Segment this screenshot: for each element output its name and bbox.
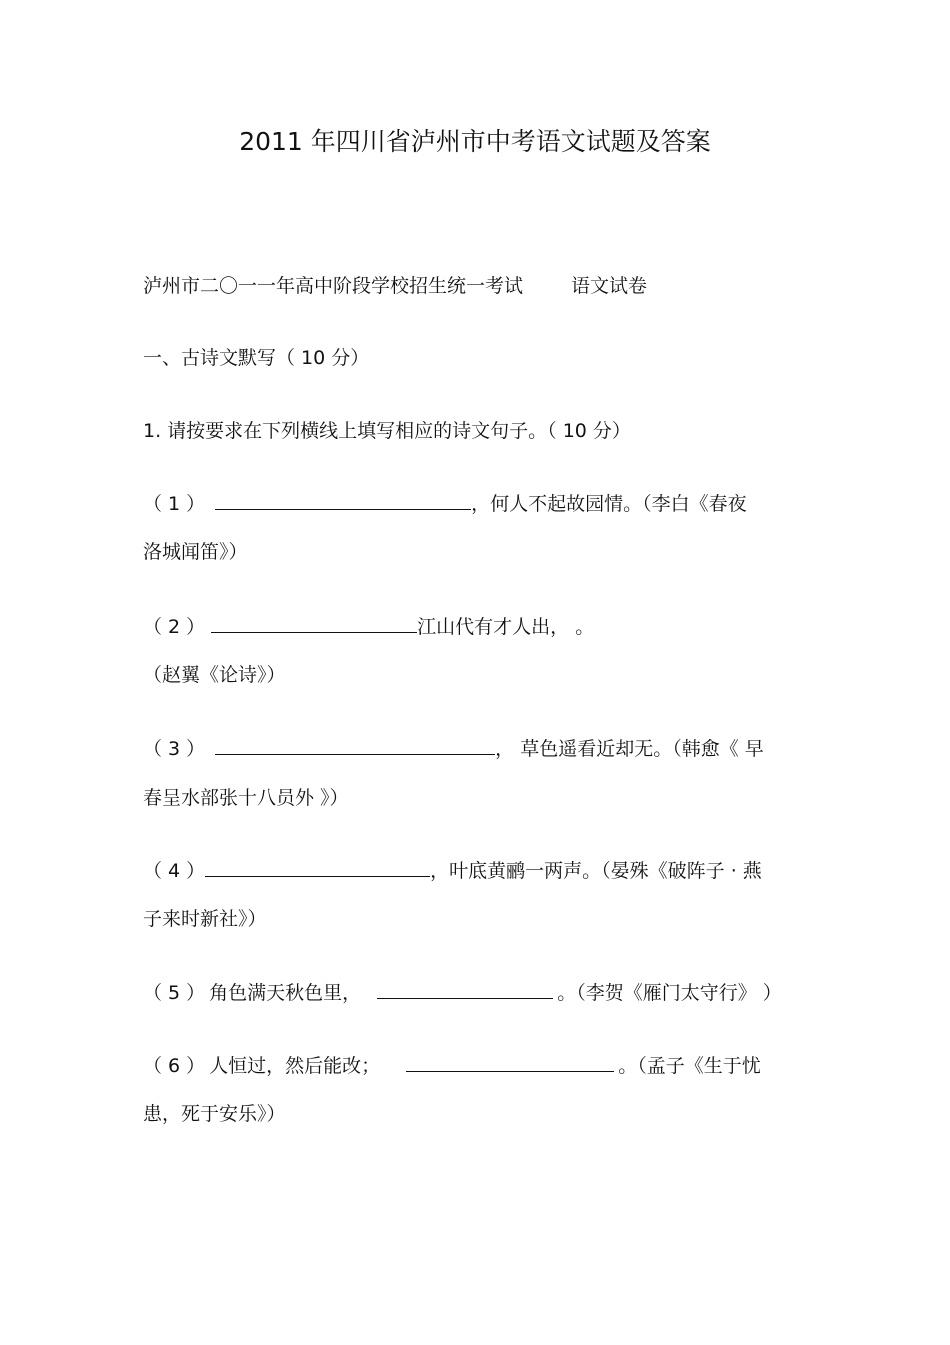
item-2-number: （ 2 ） (143, 616, 206, 638)
item-1 (143, 491, 747, 516)
item-6 (143, 1053, 761, 1078)
item-5-text: 。（李贺《雁门太守行》 ） (557, 982, 782, 1004)
item-3-number: （ 3 ） (143, 738, 206, 760)
item-6-continuation: 患，死于安乐》） (143, 1103, 286, 1125)
document-title: 2011 年四川省泸州市中考语文试题及答案 (239, 127, 711, 156)
item-4-text: ，叶底黄鹂一两声。（晏殊《破阵子 · 燕 (430, 860, 762, 882)
item-4-continuation: 子来时新社》） (143, 908, 267, 930)
item-4-number: （ 4 ） (143, 860, 206, 882)
exam-name: 泸州市二〇一一年高中阶段学校招生统一考试 (143, 275, 524, 297)
item-5-blank[interactable] (377, 980, 553, 999)
item-6-blank[interactable] (406, 1053, 614, 1072)
item-4-blank[interactable] (205, 858, 430, 877)
item-2-text: 江山代有才人出， 。 (417, 616, 595, 638)
paper-name: 语文试卷 (571, 275, 648, 297)
item-5-leading-text: 角色满天秋色里， (209, 982, 362, 1004)
item-6-number: （ 6 ） (143, 1055, 206, 1077)
item-2-blank[interactable] (211, 614, 417, 633)
section-heading: 一、古诗文默写（ 10 分） (143, 347, 370, 369)
item-1-text: ，何人不起故园情。（李白《春夜 (471, 493, 747, 515)
exam-header (143, 274, 647, 298)
item-2 (143, 614, 594, 639)
item-6-text: 。（孟子《生于忧 (618, 1055, 761, 1077)
question-1-prompt: 1. 请按要求在下列横线上填写相应的诗文句子。（ 10 分） (143, 420, 631, 442)
item-3-continuation: 春呈水部张十八员外 》） (143, 787, 349, 809)
item-1-blank[interactable] (215, 491, 471, 510)
item-3 (143, 736, 764, 761)
item-3-text: ， 草色遥看近却无。（韩愈《 早 (495, 738, 764, 760)
item-5-number: （ 5 ） (143, 982, 206, 1004)
item-1-continuation: 洛城闻笛》） (143, 541, 248, 563)
item-6-leading-text: 人恒过，然后能改； (209, 1055, 381, 1077)
item-3-blank[interactable] (215, 736, 495, 755)
item-1-number: （ 1 ） (143, 493, 206, 515)
item-5 (143, 980, 782, 1005)
item-4 (143, 858, 762, 883)
item-2-continuation: （赵翼《论诗》） (143, 664, 286, 686)
